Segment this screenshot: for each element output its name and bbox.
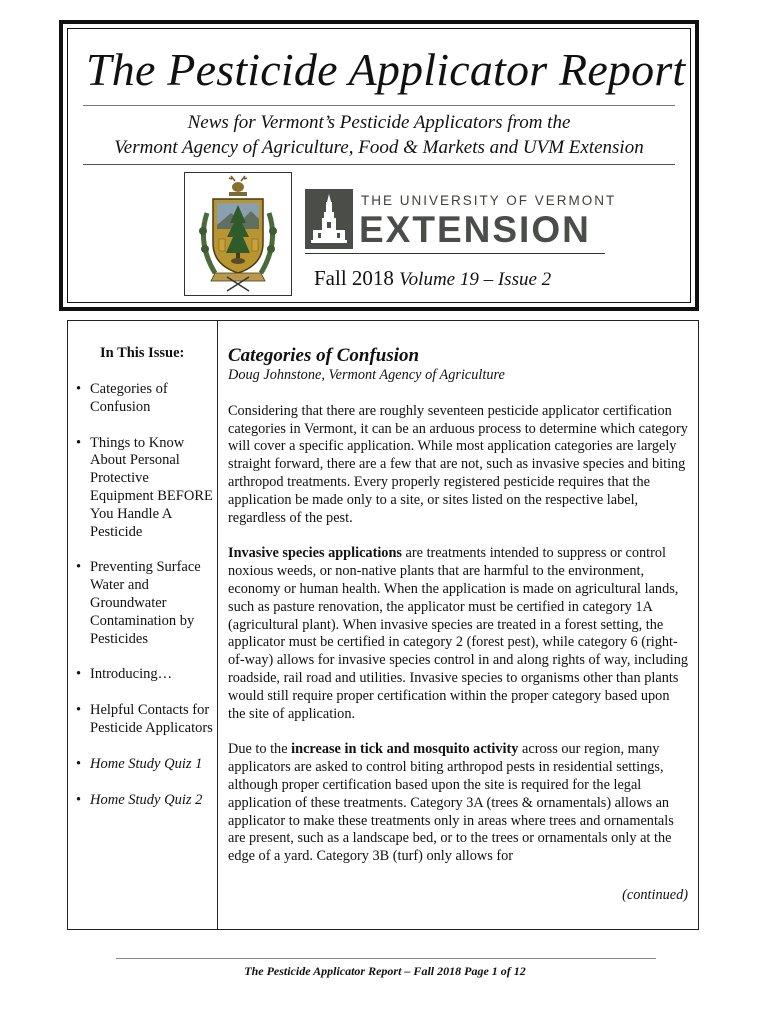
title-rule: [83, 105, 675, 106]
article-title: Categories of Confusion: [228, 345, 420, 366]
subtitle-rule: [83, 164, 675, 165]
toc-item[interactable]: [76, 792, 216, 810]
bullet-icon: •: [76, 791, 82, 808]
toc-item[interactable]: [76, 666, 216, 684]
subtitle-line-2: Vermont Agency of Agriculture, Food & Markets and UVM Extension: [114, 137, 644, 158]
toc-item[interactable]: [76, 435, 216, 542]
article-byline: Doug Johnstone, Vermont Agency of Agriculture: [228, 367, 505, 383]
article-paragraph-3: [228, 741, 690, 866]
bullet-icon: •: [76, 666, 82, 683]
toc-item-label: Helpful Contacts for Pesticide Applicators: [90, 702, 213, 736]
issue-volume: Volume 19 – Issue 2: [399, 269, 552, 290]
page-footer: The Pesticide Applicator Report – Fall 2018 Page 1 of 12: [244, 964, 526, 978]
toc-item[interactable]: [76, 756, 216, 774]
paragraph-2-body: are treatments intended to suppress or control noxious weeds, or non-native plants that are harmful to the environment, economy or human health. When the application is made on agricultural lands, such as pasture renovation, the applicator must be certified in category 1A (agricultural plant). When invasive species are treated in a forest setting, the applicator must be certified in category 2 (forest pest), while category 6 (right-of-way) allows for invasive species control in and along rights of way, including roadside, rail road and utilities. Invasive species to organisms other than plants would still require proper certification within the proper category based upon the site of application.: [228, 545, 689, 722]
paragraph-2-lead: Invasive species applications: [228, 545, 402, 562]
uvm-logo-line-1: THE UNIVERSITY OF VERMONT: [361, 193, 617, 208]
article-paragraph-2: [228, 545, 690, 723]
paragraph-3-emphasis: increase in tick and mosquito activity: [291, 741, 519, 758]
article-paragraph-1: Considering that there are roughly seventeen pesticide applicator certification categories in Vermont, it can be an arduous process to determine which category will cover a specific application. While most application categories are largely straight forward, there are a few that are not, such as invasive species and biting arthropod treatments. Every properly registered pesticide requires that the application be made only to a site, or sites listed on the respective label, regardless of the pest.: [228, 402, 688, 526]
toc-item-label: Introducing…: [90, 666, 173, 683]
toc-item-label: Categories of Confusion: [90, 381, 168, 415]
toc-item-label: Preventing Surface Water and Groundwater Contamination by Pesticides: [90, 559, 201, 647]
masthead-box: [59, 20, 699, 311]
masthead-inner-border: [67, 28, 691, 303]
content-box: [67, 320, 699, 930]
toc-item[interactable]: [76, 559, 216, 648]
bullet-icon: •: [76, 755, 82, 772]
toc-item-label: Home Study Quiz 2: [90, 791, 203, 808]
paragraph-3-start: Due to the: [228, 741, 292, 758]
bullet-icon: •: [76, 559, 82, 576]
newsletter-title: The Pesticide Applicator Report: [86, 44, 686, 95]
uvm-logo-line-2: EXTENSION: [359, 209, 591, 250]
bullet-icon: •: [76, 381, 82, 397]
toc-item[interactable]: [76, 702, 216, 738]
footer-rule: [116, 958, 656, 959]
toc-item[interactable]: [76, 381, 216, 417]
column-divider: [217, 321, 218, 929]
vermont-seal-logo: [184, 172, 292, 296]
bullet-icon: •: [76, 702, 82, 719]
article: [228, 345, 690, 884]
subtitle-line-1: News for Vermont’s Pesticide Applicators from the: [187, 112, 571, 133]
toc-heading: In This Issue:: [100, 345, 185, 361]
continued-label: (continued): [622, 887, 688, 903]
paragraph-3-body: across our region, many applicators are asked to control biting arthropod pests in residential settings, although proper certification based upon the site is required for the legal application of these treatments. Category 3A (trees & ornamentals) allows an applicator to make these treatments only in areas where trees and ornamentals are present, such as a landscape bed, or to the trees or ornamentals only at the edge of a yard. Category 3B (turf) only allows for: [228, 741, 674, 865]
logo-rule: [305, 253, 605, 254]
vermont-seal-icon: [185, 173, 291, 295]
bullet-icon: •: [76, 434, 82, 451]
toc-item-label: Things to Know About Personal Protective Equipment BEFORE You Handle A Pesticide: [90, 434, 213, 540]
toc-list: [76, 381, 216, 827]
issue-info: [314, 266, 551, 291]
issue-season: Fall 2018: [314, 266, 394, 290]
uvm-extension-logo: [305, 184, 617, 254]
toc-item-label: Home Study Quiz 1: [90, 755, 203, 772]
